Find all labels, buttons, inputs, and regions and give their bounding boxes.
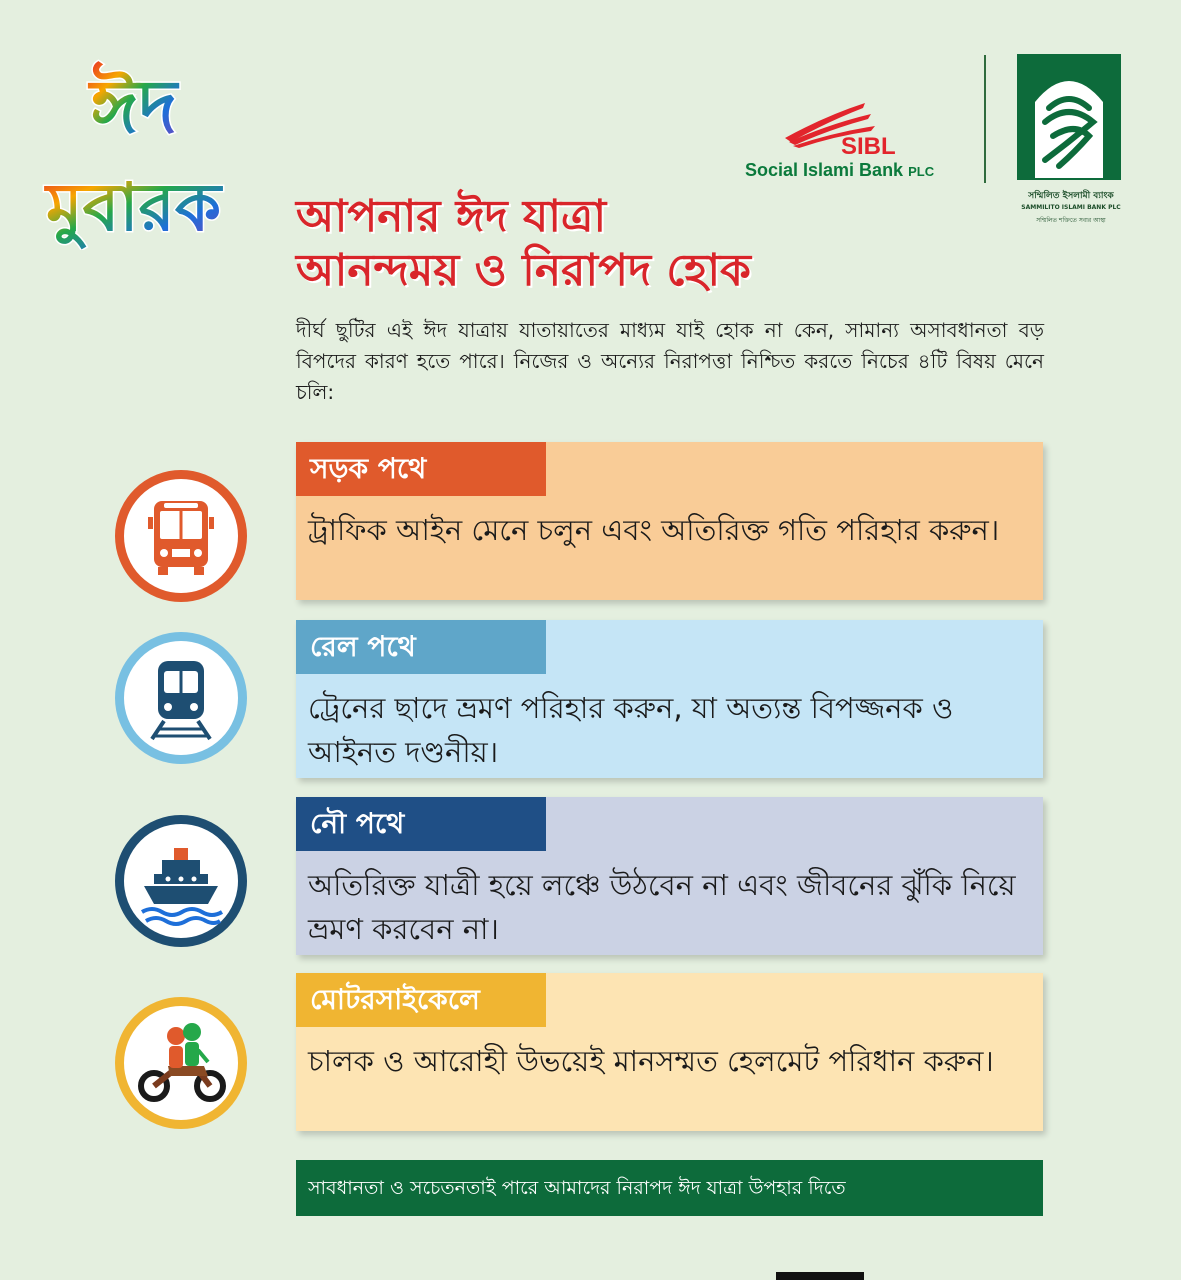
logo-divider — [984, 55, 986, 183]
card-rail-text: ট্রেনের ছাদে ভ্রমণ পরিহার করুন, যা অত্যন্ত বিপজ্জনক ও আইনত দণ্ডনীয়। — [308, 691, 954, 769]
card-rail-tag: রেল পথে — [296, 620, 546, 674]
bottom-bar — [776, 1272, 864, 1280]
card-motorcycle — [296, 973, 1043, 1131]
sibl-swoosh-icon — [745, 98, 960, 160]
headline-line-2: আনন্দময় ও নিরাপদ হোক — [296, 245, 751, 296]
sibl-logo — [745, 98, 960, 188]
ship-icon-circle — [115, 815, 247, 947]
sibl-name-text: Social Islami Bank — [745, 160, 904, 180]
card-road-text: ট্রাফিক আইন মেনে চলুন এবং অতিরিক্ত গতি পরিহার করুন। — [308, 513, 1000, 547]
train-icon — [124, 641, 238, 755]
motorcycle-icon — [124, 1006, 238, 1120]
card-road — [296, 442, 1043, 600]
card-water-text: অতিরিক্ত যাত্রী হয়ে লঞ্চে উঠবেন না এবং জীবনের ঝুঁকি নিয়ে ভ্রমণ করবেন না। — [308, 868, 1016, 946]
intro-paragraph: দীর্ঘ ছুটির এই ঈদ যাত্রায় যাতায়াতের মাধ্যম যাই হোক না কেন, সামান্য অসাবধানতা বড় বিপদের কারণ হতে পারে। নিজের ও অন্যের নিরাপত্তা নিশ্চিত করতে নিচের ৪টি বিষয় মেনে চলি: — [296, 318, 1044, 404]
sammilito-tagline: সম্মিলিত শক্তিতে সবার আস্থা — [1036, 217, 1106, 224]
sibl-name — [745, 160, 960, 181]
footer-banner: সাবধানতা ও সচেতনতাই পারে আমাদের নিরাপদ ঈদ যাত্রা উপহার দিতে — [296, 1160, 1043, 1216]
train-icon-circle — [115, 632, 247, 764]
card-rail — [296, 620, 1043, 778]
svg-text:মুবারক: মুবারক — [46, 169, 221, 246]
motorcycle-icon-circle — [115, 997, 247, 1129]
sammilito-emblem-icon — [1015, 52, 1127, 184]
sammilito-logo — [1015, 52, 1127, 232]
card-water-tag: নৌ পথে — [296, 797, 546, 851]
card-road-tag: সড়ক পথে — [296, 442, 546, 496]
headline-line-1: আপনার ঈদ যাত্রা — [296, 191, 607, 242]
ship-icon — [124, 824, 238, 938]
sibl-suffix: PLC — [908, 164, 935, 179]
eid-mubarak-art — [38, 40, 268, 250]
sammilito-name-bn: সম্মিলিত ইসলামী ব্যাংক — [1028, 191, 1114, 201]
bus-icon — [124, 479, 238, 593]
headline — [296, 190, 896, 298]
svg-text:ঈদ: ঈদ — [90, 64, 178, 150]
bus-icon-circle — [115, 470, 247, 602]
sammilito-name-en: SAMMILITO ISLAMI BANK PLC — [1021, 204, 1121, 211]
card-motorcycle-tag: মোটরসাইকেলে — [296, 973, 546, 1027]
eid-mubarak-logo — [38, 40, 268, 250]
card-motorcycle-text: চালক ও আরোহী উভয়েই মানসম্মত হেলমেট পরিধান করুন। — [308, 1044, 994, 1078]
card-water — [296, 797, 1043, 955]
svg-text:SIBL: SIBL — [841, 133, 896, 160]
